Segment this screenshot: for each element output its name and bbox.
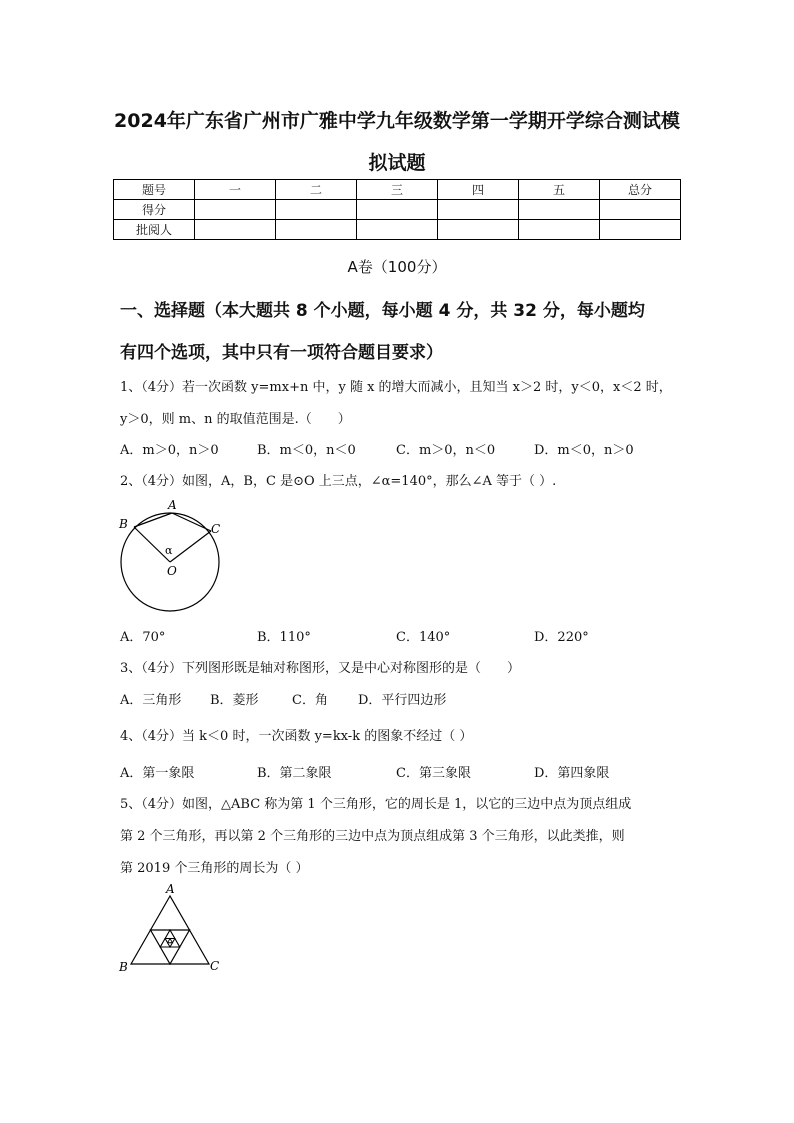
point-label-a: A	[166, 882, 175, 896]
q2-text-line1: 2、（4分）如图，A，B，C 是⊙O 上三点，∠α=140°，那么∠A 等于（ ）.	[120, 474, 557, 489]
q2-option-b: B．110°	[257, 630, 311, 645]
score-table-row	[114, 200, 681, 220]
q1-option-d: D．m＜0，n＞0	[534, 443, 634, 458]
triangle-5	[168, 939, 173, 943]
q5-triangle-figure	[114, 882, 230, 976]
row-label: 得分	[114, 200, 195, 220]
volume-label: A卷（100分）	[347, 258, 447, 276]
q3-text-line1: 3、（4分）下列图形既是轴对称图形，又是中心对称图形的是（ ）	[120, 661, 521, 676]
header-cell: 五	[519, 180, 600, 200]
score-cell	[438, 200, 519, 220]
score-cell	[357, 220, 438, 240]
point-label-c: C	[210, 959, 220, 973]
score-cell	[438, 220, 519, 240]
exam-title-line1: 2024年广东省广州市广雅中学九年级数学第一学期开学综合测试模	[114, 110, 680, 132]
q5-text-line2: 第 2 个三角形，再以第 2 个三角形的三边中点为顶点组成第 3 个三角形，以此类推，则	[120, 829, 625, 844]
row-label: 批阅人	[114, 220, 195, 240]
score-cell	[276, 220, 357, 240]
section1-heading-line2: 有四个选项，其中只有一项符合题目要求）	[120, 343, 443, 363]
q4-option-d: D．第四象限	[534, 766, 610, 781]
point-label-b: B	[119, 960, 128, 974]
score-cell	[195, 220, 276, 240]
q1-option-b: B．m＜0，n＜0	[257, 443, 356, 458]
header-cell: 一	[195, 180, 276, 200]
header-cell: 二	[276, 180, 357, 200]
q1-option-c: C．m＞0，n＜0	[396, 443, 496, 458]
score-cell	[276, 200, 357, 220]
q5-text-line3: 第 2019 个三角形的周长为（ ）	[120, 861, 309, 876]
radius-oc	[170, 531, 211, 562]
score-cell	[600, 220, 681, 240]
q3-option-a: A．三角形	[120, 693, 182, 708]
chord-ab	[134, 513, 172, 527]
q2-circle-figure	[114, 496, 234, 616]
q3-option-d: D．平行四边形	[358, 693, 447, 708]
q5-text-line1: 5、（4分）如图，△ABC 称为第 1 个三角形，它的周长是 1，以它的三边中点为顶点组成	[120, 797, 632, 812]
score-cell	[600, 200, 681, 220]
q2-option-a: A．70°	[120, 630, 166, 645]
header-cell: 四	[438, 180, 519, 200]
point-label-c: C	[211, 522, 221, 536]
point-label-a: A	[168, 498, 177, 512]
chord-ac	[172, 513, 211, 531]
q2-option-c: C．140°	[396, 630, 451, 645]
score-table-row	[114, 220, 681, 240]
angle-label-alpha: α	[165, 544, 173, 557]
q3-option-c: C．角	[292, 693, 328, 708]
score-cell	[357, 200, 438, 220]
q4-option-a: A．第一象限	[120, 766, 195, 781]
point-label-b: B	[119, 517, 128, 531]
header-cell: 题号	[114, 180, 195, 200]
q3-option-b: B．菱形	[210, 693, 259, 708]
q4-option-c: C．第三象限	[396, 766, 471, 781]
q4-text-line1: 4、（4分）当 k＜0 时，一次函数 y=kx-k 的图象不经过（ ）	[120, 729, 473, 744]
score-table	[113, 179, 681, 240]
q1-text-line2: y＞0，则 m、n 的取值范围是.（ ）	[120, 412, 351, 427]
section1-heading-line1: 一、选择题（本大题共 8 个小题，每小题 4 分，共 32 分，每小题均	[120, 301, 645, 321]
score-cell	[519, 220, 600, 240]
q1-text-line1: 1、（4分）若一次函数 y=mx+n 中，y 随 x 的增大而减小，且知当 x＞2 时，y＜0，x＜2 时，	[120, 380, 672, 395]
q2-option-d: D．220°	[534, 630, 589, 645]
score-table-header-row	[114, 180, 681, 200]
exam-title-line2: 拟试题	[368, 152, 426, 174]
point-label-o: O	[167, 564, 177, 578]
q4-option-b: B．第二象限	[257, 766, 332, 781]
score-cell	[195, 200, 276, 220]
q1-option-a: A．m＞0，n＞0	[120, 443, 219, 458]
header-cell: 三	[357, 180, 438, 200]
score-cell	[519, 200, 600, 220]
header-cell: 总分	[600, 180, 681, 200]
